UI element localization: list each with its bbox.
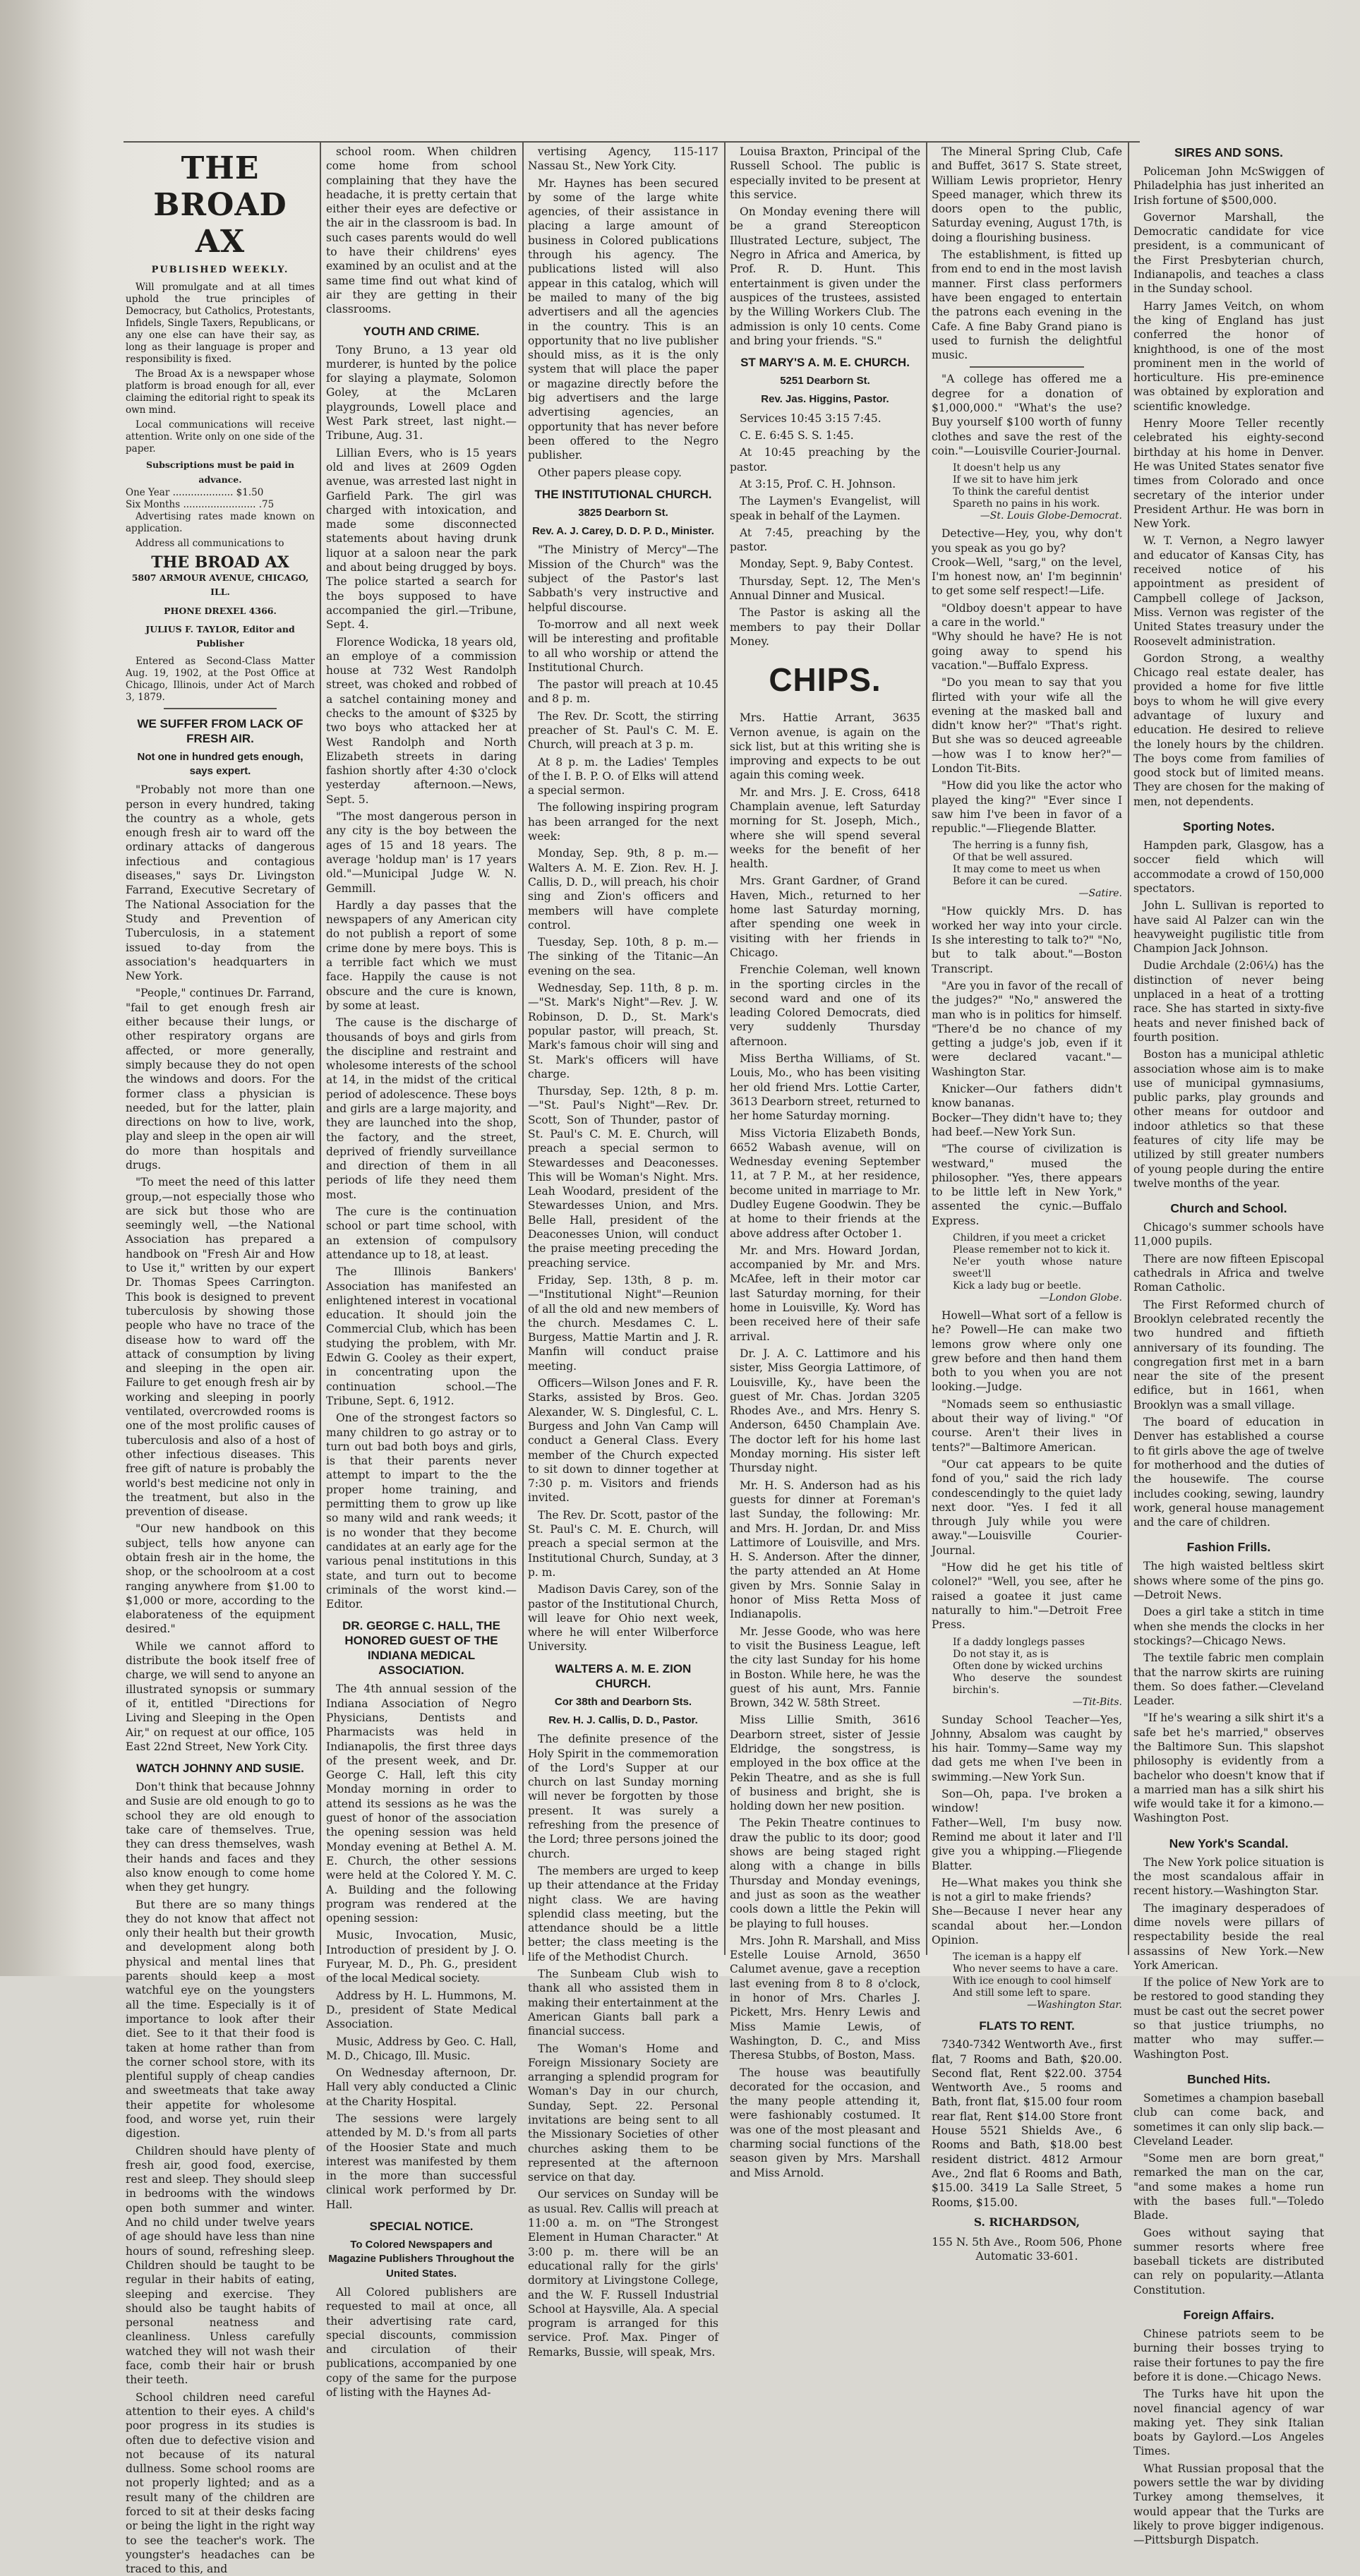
article-paragraph: To-morrow and all next week will be interesting and profitable to all who worship or attend the Institutional Church. [528,618,718,674]
article-paragraph: Tuesday, Sep. 10th, 8 p. m.—The sinking of the Titanic—An evening on the sea. [528,936,718,977]
section-sires-and-sons: SIRES AND SONS. [1174,145,1283,160]
article-paragraph: The Sunbeam Club wish to thank all who assisted them in making their entertainment at the American Giants ball park a financial success. [528,1968,718,2038]
article-paragraph: Mr. Jesse Goode, who was here to visit the Business League, left the city last Sunday for his home in Boston. While here, he was the guest of his aunt, Mrs. Fannie Brown, 342 W. 58th Street. [730,1625,920,1710]
article-paragraph: Children should have plenty of fresh air, good food, exercise, rest and sleep. They should sleep in bedrooms with the windows open both summer and winter. And no child under twelve years of age should have less than nine hours of sound, refreshing sleep. Children should be taught to be regular in their habits of eating, sleeping and exercise. They should also be taught habits of personal neatness and cleanliness. Unless carefully watched they will not wash their face, comb their hair or brush their teeth. [126,2144,315,2387]
joke-paragraph: "How quickly Mrs. D. has worked her way into your circle. Is she interesting to talk to?" "No, but to talk about."—Boston Transcript. [932,905,1122,975]
column-rule [522,141,524,1955]
joke-paragraph: Detective—Hey, you, why don't you speak as you go by? Crook—Well, "sarg," on the level, I'm honest now, an' I'm beginnin' to get some self respect!—Life. [932,527,1122,598]
verse-text: Children, if you meet a cricket Please remember not to kick it. Ne'er youth whose nature sweet'll Kick a lady bug or beetle. [953,1232,1122,1292]
headline-flats-to-rent: FLATS TO RENT. [979,2019,1075,2033]
article-paragraph: Other papers please copy. [538,466,682,479]
article-paragraph: "To meet the need of this latter group,—not especially those who are sick but those who are seemingly well, —the National Association has prepared a handbook on "Fresh Air and How to Use it," written by our expert Dr. Thomas Spees Carrington. This book is designed to prevent tuberculosis by showing those people who have no trace of the disease how to ward off the attack of consumption by living and sleeping in the open air. Failure to get enough fresh air by working and sleeping in poorly ventilated, overcrowded rooms is one of the most prolific causes of tuberculosis and also of a host of other infectious diseases. This free gift of nature is probably the world's best medicine not only in the treatment, but also in the prevention of disease. [126,1176,315,1519]
article-paragraph: Mr. and Mrs. Howard Jordan, accompanied by Mr. and Mrs. McAfee, left in their motor car last Saturday morning, for their home in Louisville, Ky. Word has been received here of their safe arrival. [730,1244,920,1343]
walters-address: Cor 38th and Dearborn Sts. [554,1695,692,1708]
brief-item: Policeman John McSwiggen of Philadelphia has just inherited an Irish fortune of $500,000. [1133,165,1324,207]
article-paragraph: On Monday evening there will be a grand Stereopticon Illustrated Lecture, subject, The Negro in Africa and America, by Prof. R. D. Hunt. This entertainment is given under the auspices of the trustees, assisted by the Willing Workers Club. The admission is only 10 cents. Come and bring your friends. "S." [730,205,920,347]
article-paragraph: Lillian Evers, who is 15 years old and lives at 2609 Ogden avenue, was arrested last night in Garfield Park. The girl was charged with intoxication, and made some disconnected statements about having drunk liquor at a saloon near the park and about being drugged by boys. The police started a search for the boys supposed to have accompanied the girl.—Tribune, Sept. 4. [326,446,517,632]
article-paragraph: vertising Agency, 115-117 Nassau St., New York City. [528,145,718,173]
section-foreign-affairs: Foreign Affairs. [1183,2308,1275,2323]
article-paragraph: Mr. H. S. Anderson had as his guests for dinner at Foreman's last Sunday, the following: Mr. and Mrs. H. Jordan, Dr. and Miss Lattimore of Louisville, and Mrs. H. S. Anderson. After the dinner, the party attended an At Home given by Mrs. Sonnie Salay in honor of Miss Retta Moss of Indianapolis. [730,1479,920,1621]
headline-special-notice: SPECIAL NOTICE. [369,2220,474,2234]
brief-item: John L. Sullivan is reported to have said Al Palzer can win the heavyweight pugilistic title from Champion Jack Johnson. [1133,899,1324,956]
article-paragraph: Thursday, Sep. 12th, 8 p. m.—"St. Paul's Night"—Rev. Dr. Scott, Son of Thunder, pastor of St. Paul's C. M. E. Church, will preach a special sermon to Stewardesses and Deaconesses. This will be Woman's Night. Mrs. Leah Woodard, president of the Stewardesses Union, and Mrs. Belle Hall, president of the Deaconesses Union, will conduct the praise meeting preceding the preaching service. [528,1085,718,1270]
article-paragraph: The cause is the discharge of thousands of boys and girls from the discipline and restraint and wholesome interests of the school at 14, in the midst of the critical period of adolescence. These boys and girls are a large majority, and they are launched into the shop, the factory, and the street, deprived of friendly surveillance and direction of them in all periods of life they need them most. [326,1016,517,1201]
column-1 [126,145,315,2576]
article-paragraph: At 7:45, preaching by the pastor. [730,526,920,554]
article-paragraph: The 4th annual session of the Indiana Association of Negro Physicians, Dentists and Pharmacists was held in Indianapolis, the first three days of the present week, and Dr. George C. Hall, left this city Monday morning in order to attend its sessions as he was the guest of honor of the association the opening session was held Monday evening at Bethel A. M. E. Church, the other sessions were held at the Colored Y. M. C. A. Building and the following program was rendered at the opening session: [326,1683,517,1925]
classified-ad: 7340-7342 Wentworth Ave., first flat, 7 Rooms and Bath, $20.00. Second flat, Rent $22.00. 3754 Wentworth Ave., 5 rooms and Bath, front flat, $15.00 four room rear flat, Rent $14.00 Store front House 5521 Shields Ave., 6 Rooms and Bath, $18.00 best resident district. 4812 Armour Ave., 2nd flat 6 Rooms and Bath, $15.00. 3419 La Salle Street, 5 Rooms, $15.00. [932,2038,1122,2209]
verse [953,1637,1122,1709]
joke-paragraph: "Our cat appears to be quite fond of you," said the rich lady condescendingly to the quiet lady next door. "Yes. I fed it all through July while you were away."—Louisville Courier-Journal. [932,1457,1122,1557]
chips-heading: CHIPS. [769,661,881,699]
article-paragraph: Officers—Wilson Jones and F. R. Starks, assisted by Bros. Geo. Alexander, W. S. Dinglesful, C. L. Burgess and John Van Camp will conduct a General Class. Every member of the Church expected to sit down to dinner together at 7:30 p. m. Visitors and friends invited. [528,1377,718,1505]
article-paragraph: Mr. and Mrs. J. E. Cross, 6418 Champlain avenue, left Saturday morning for St. Joseph, Mich., where she will spend several weeks for the benefit of her health. [730,786,920,871]
brief-item: Boston has a municipal athletic association whose aim is to make use of municipal gymnasiums, public parks, play grounds and other means for outdoor and indoor athletics so that these features of city life may be utilized by still greater numbers of young people during the entire twelve months of the year. [1133,1048,1324,1190]
article-paragraph: The definite presence of the Holy Spirit in the commemoration of the Lord's Supper at our church on last Sunday morning will never be forgotten by those present. It was surely a refreshing from the presence of the Lord; three persons joined the church. [528,1733,718,1860]
verse-attribution: —Washington Star. [1027,1999,1122,2011]
article-paragraph: Monday, Sept. 9, Baby Contest. [740,558,914,571]
article-paragraph: "The Ministry of Mercy"—The Mission of the Church" was the subject of the Pastor's last Sabbath's very instructive and helpful discourse. [528,543,718,614]
brief-item: Dudie Archdale (2:06¼) has the distinction of never being unplaced in a heat of a trotting race. She has started in sixty-five heats and never finished back of fourth position. [1133,959,1324,1044]
article-paragraph: One of the strongest factors so many children to go astray or to turn out bad both boys and girls, is that their parents never attempt to impart to the the proper home training, and permitting them to grow up like so many wild and rank weeds; it is no wonder that they become candidates at an early age for the various penal institutions in this state, and turn out to become criminals of the worst kind.—Editor. [326,1412,517,1611]
article-paragraph: All Colored publishers are requested to mail at once, all their advertising rate card, special discounts, commission and circulation of their publications, accompanied by one copy of the same for the purpose of listing with the Haynes Ad- [326,2285,517,2400]
article-paragraph: Tony Bruno, a 13 year old murderer, is hunted by the police for slaying a playmate, Solomon Goley, at the McLaren playgrounds, Lowell place and West Park street, last night.—Tribune, Aug. 31. [326,343,517,443]
article-paragraph: "The most dangerous person in any city is the boy between the ages of 15 and 18 years. The average 'holdup man' is 17 years old."—Municipal Judge W. N. Gemmill. [326,810,517,895]
headline-dr-hall: DR. GEORGE C. HALL, THE HONORED GUEST OF THE INDIANA MEDICAL ASSOCIATION. [342,1619,500,1678]
headline-fresh-air: WE SUFFER FROM LACK OF FRESH AIR. [137,716,303,745]
joke-paragraph: "Do you mean to say that you flirted with your wife all the evening at the masked ball and didn't know her?" "That's right. But she was so deuced agreeable—how was I to know her?"—London Tit-Bits. [932,676,1122,775]
article-paragraph: School children need careful attention to their eyes. A child's poor progress in its studies is often due to defective vision and not because of its natural dullness. Some school rooms are not properly lighted; and as a result many of the children are forced to sit at their desks facing or being the light in the right way to see the teacher's work. The youngster's headaches can be traced to this, and [126,2390,315,2576]
article-paragraph: "Probably not more than one person in every hundred, taking the country as a whole, gets enough fresh air to ward off the ordinary attacks of dangerous infectious and contagious diseases," says Dr. Livingston Farrand, Executive Secretary of The National Association for the Study and Prevention of Tuberculosis, in a statement issued to-day from the association's headquarters in New York. [126,783,315,983]
article-paragraph: Mrs. Grant Gardner, of Grand Haven, Mich., returned to her home last Saturday morning, after spending one week in visiting with her friends in Chicago. [730,874,920,959]
article-paragraph: Wednesday, Sep. 11th, 8 p. m.—"St. Mark's Night"—Rev. J. W. Robinson, D. D., St. Mark's popular pastor, will preach, St. Mark's famous choir will sing and St. Mark's officers will have charge. [528,982,718,1081]
article-paragraph: Don't think that because Johnny and Susie are old enough to go to school they are old enough to take care of themselves. True, they can dress themselves, wash their hands and faces and they also know enough to come home when they get hungry. [126,1781,315,1894]
brief-item: The imaginary desperadoes of dime novels were pillars of respectability beside the real assassins of New York.—New York American. [1133,1901,1324,1972]
article-paragraph: Music, Address by Geo. C. Hall, M. D., Chicago, Ill. Music. [326,2035,517,2062]
joke-paragraph: Knicker—Our fathers didn't know bananas. Bocker—They didn't have to; they had beef.—New York Sun. [932,1083,1122,1138]
institutional-minister: Rev. A. J. Carey, D. D. P. D., Minister. [532,525,714,538]
article-paragraph: The Woman's Home and Foreign Missionary Society are arranging a splendid program for Woman's Day in our church, Sunday, Sept. 22. Personal invitations are being sent to all the Missionary Societies of other churches asking them to be represented at the afternoon service on that day. [528,2042,718,2184]
article-paragraph: At 3:15, Prof. C. H. Johnson. [740,477,896,490]
article-paragraph: Hardly a day passes that the newspapers of any American city do not publish a report of some crime done by mere boys. This is a terrible fact which we must face. Happily the cause is not obscure and the cure is known, by some at least. [326,898,517,1012]
brief-item: The First Reformed church of Brooklyn celebrated recently the two hundred and fiftieth anniversary of its founding. The congregation first met in a barn near the site of the present edifice, but in 1661, when Brooklyn was a small village. [1133,1298,1324,1412]
brief-item: "Some men are born great," remarked the man on the car, "and some makes a home run with the bases full."—Toledo Blade. [1133,2152,1324,2222]
article-paragraph: The house was beautifully decorated for the occasion, and the many people attending it, were fashionably costumed. It was one of the most pleasant and charming social functions of the season given by Mrs. Marshall and Miss Arnold. [730,2066,920,2179]
article-paragraph: Miss Bertha Williams, of St. Louis, Mo., who has been visiting her old friend Mrs. Lottie Carter, 3613 Dearborn street, returned to her home Saturday morning. [730,1052,920,1123]
verse-text: The iceman is a happy elf Who never seems to have a care. With ice enough to cool himself And still some left to spare. [953,1951,1119,1999]
joke-paragraph: "Nomads seem so enthusiastic about their way of living." "Of course. Aren't their lives in tents?"—Baltimore American. [932,1397,1122,1454]
rate-one-year: One Year .................... $1.50 [126,486,264,498]
masthead-editor: JULIUS F. TAYLOR, Editor and Publisher [145,624,295,649]
section-church-and-school: Church and School. [1170,1201,1287,1216]
article-paragraph: Louisa Braxton, Principal of the Russell School. The public is especially invited to be present at this service. [730,145,920,201]
brief-item: There are now fifteen Episcopal cathedrals in Africa and twelve Roman Catholic. [1133,1252,1324,1294]
article-paragraph: While we cannot afford to distribute the book itself free of charge, we will send to anyone an illustrated synopsis or summary of it, entitled "Directions for Living and Sleeping in the Open Air," on request at our office, 105 East 22nd Street, New York City. [126,1639,315,1753]
article-paragraph: The Pastor is asking all the members to pay their Dollar Money. [730,606,920,648]
divider [164,708,277,709]
masthead-subtitle: PUBLISHED WEEKLY. [151,265,289,275]
brief-item: What Russian proposal that the powers settle the war by dividing Turkey among themselves, it would appear that the Turks are likely to prove bigger indigenous.—Pittsburgh Dispatch. [1133,2462,1324,2547]
brief-item: Sometimes a champion baseball club can come back, and sometimes it can only slip back.—Cleveland Leader. [1133,2091,1324,2148]
article-paragraph: Miss Lillie Smith, 3616 Dearborn street, sister of Jessie Eldridge, the songstress, is employed in the box office at the Pekin Theatre, and as she is full of business and bright, she is holding down her new position. [730,1714,920,1813]
article-paragraph: The Illinois Bankers' Association has manifested an enlightened interest in vocational education. It should join the Commercial Club, which has been studying the problem, with Mr. Edwin G. Cooley as their expert, in concentrating upon the continuation school.—The Tribune, Sept. 6, 1912. [326,1265,517,1407]
column-rule [724,141,726,1955]
article-paragraph: Miss Victoria Elizabeth Bonds, 6652 Wabash avenue, will on Wednesday evening September 11, at 7 P. M., at her residence, become united in marriage to Mr. Dudley Eugene Goodwin. They be at home to their friends at the above address after October 1. [730,1126,920,1240]
joke-paragraph: Sunday School Teacher—Yes, Johnny, Absalom was caught by his hair. Tommy—Same way my dad gets me when I've been in swimming.—New York Sun. [932,1713,1122,1783]
article-paragraph: school room. When children come home from school complaining that they have the headache, it is pretty certain that either their eyes are defective or the air in the classroom is bad. In such cases parents would do well to have their childrens' eyes examined by an oculist and at the same time find out what kind of air they are getting in their classrooms. [326,145,517,316]
brief-item: Chinese patriots seem to be burning their bosses trying to raise their fortunes to pay the fire before it is done.—Chicago News. [1133,2328,1324,2383]
top-rule [124,141,1140,143]
rate-six-months: Six Months ........................ .75 [126,498,275,510]
masthead-mission: The Broad Ax is a newspaper whose platform is broad enough for all, ever claiming the editorial right to speak its own mind. [126,368,315,416]
masthead-street: 5807 ARMOUR AVENUE, CHICAGO, ILL. [131,572,309,598]
article-paragraph: Our services on Sunday will be as usual. Rev. Callis will preach at 11:00 a. m. on "The Strongest Element in Human Character." At 3:00 p. m. there will be an educational rally for the girls' dormitory at Livingstone College, and the W. F. Russell Industrial School at Haysville, Ala. A special program is arranged for this service. Prof. Max. Pinger of Remarks, Bussie, will speak, Mrs. [528,2188,718,2359]
brief-item: "If he's wearing a silk shirt it's a safe bet he's married," observes the Baltimore Sun. This slapshot philosophy is evidently from a bachelor who doesn't know that if a married man has a silk shirt his wife would take it for a kimono.—Washington Post. [1133,1711,1324,1825]
st-marys-address: 5251 Dearborn St. [780,375,870,387]
verse-attribution: —Tit-Bits. [1072,1696,1122,1708]
article-paragraph: At 8 p. m. the Ladies' Temples of the I. B. P. O. of Elks will attend a special sermon. [528,755,718,798]
verse-attribution: —London Globe. [1039,1292,1122,1304]
article-paragraph: The pastor will preach at 10.45 and 8 p. m. [528,678,718,706]
article-paragraph: Friday, Sep. 13th, 8 p. m.—"Institutional Night"—Reunion of all the old and new members of the church. Mesdames C. L. Burgess, Mattie Martin and J. R. Manfin will conduct praise meeting. [528,1273,718,1373]
brief-item: Goes without saying that summer resorts where free baseball tickets are distributed can rely on popularity.—Atlanta Constitution. [1133,2226,1324,2297]
article-paragraph: The sessions were largely attended by M. D.'s from all parts of the Hoosier State and much interest was manifested by them in the more than successful clinical work performed by Dr. Hall. [326,2112,517,2211]
headline-youth-crime: YOUTH AND CRIME. [363,324,480,338]
column-4 [730,145,920,2179]
headline-st-marys: ST MARY'S A. M. E. CHURCH. [740,356,910,370]
section-fashion-frills: Fashion Frills. [1186,1540,1271,1555]
st-marys-pastor: Rev. Jas. Higgins, Pastor. [761,393,889,406]
headline-institutional-church: THE INSTITUTIONAL CHURCH. [534,487,712,501]
column-5 [932,145,1122,2263]
section-sporting-notes: Sporting Notes. [1182,819,1275,834]
verse-text: It doesn't help us any If we sit to have him jerk To think the careful dentist Spareth no pains in his work. [953,462,1100,510]
joke-paragraph: "How did he get his title of colonel?" "Well, you see, after he raised a goatee it just came naturally to him."—Detroit Free Press. [932,1561,1122,1632]
article-paragraph: At 10:45 preaching by the pastor. [730,446,920,474]
article-paragraph: "People," continues Dr. Farrand, "fail to get enough fresh air either because their lungs, or other respiratory organs are affected, or more generally, simply because they do not open the windows and doors. For the former class a physician is needed, but for the latter, plain directions on how to live, work, play and sleep in the open air will do more than hospitals and drugs. [126,987,315,1172]
article-paragraph: Address by H. L. Hummons, M. D., president of State Medical Association. [326,1989,517,2031]
walters-pastor: Rev. H. J. Callis, D. D., Pastor. [548,1714,698,1726]
article-paragraph: Frenchie Coleman, well known in the sporting circles in the second ward and one of its leading Colored Democrats, died very suddenly Thursday afternoon. [730,963,920,1048]
brief-item: The high waisted beltless skirt shows where some of the pins go.—Detroit News. [1133,1560,1324,1602]
brief-item: The board of education in Denver has established a course to fit girls above the age of twelve for motherhood and the duties of the housewife. The course includes cooking, sewing, laundry work, general house management and the care of children. [1133,1416,1324,1529]
column-6 [1133,145,1324,2547]
article-paragraph: Mr. Haynes has been secured by some of the large white agencies, of their assistance in placing a large amount of business in Colored publications through his agency. The publications listed will also appear in this catalog, which will be mailed to many of the big advertisers and all the agencies in the country. This is an opportunity that no live publisher should miss, as it is the only system that will place the paper or magazine directly before the big advertisers and the large advertising agencies, an opportunity that has never before been offered to the Negro publisher. [528,176,718,462]
address-note: Address all communications to [136,537,284,549]
section-bunched-hits: Bunched Hits. [1187,2071,1270,2086]
section-new-yorks-scandal: New York's Scandal. [1169,1836,1289,1850]
subhead-fresh-air: Not one in hundred gets enough, says expert. [137,750,303,777]
verse [953,1951,1122,2011]
article-paragraph: But there are so many things they do not know that affect not only their health but their growth and development along both physical and mental lines that parents should keep a most watchful eye on the youngsters all the time. Especially is it of importance to look after their diet. See to it that their food is taken at home rather than from the corner school store, with its plentiful supply of cheap candies and sweetmeats that take away their appetite for wholesome food, and worse yet, ruin their digestion. [126,1898,315,2141]
article-paragraph: The Mineral Spring Club, Cafe and Buffet, 3617 S. State street, William Lewis proprietor, Henry Speed manager, which threw its doors open to the public, Saturday evening, August 17th, is doing a flourishing business. [932,145,1122,244]
headline-watch-johnny: WATCH JOHNNY AND SUSIE. [136,1762,304,1776]
brief-item: The Turks have hit upon the novel financial agency of war making yet. They sink Italian boats by Gaylord.—Los Angeles Times. [1133,2388,1324,2458]
verse [953,1232,1122,1304]
agent-address: 155 N. 5th Ave., Room 506, Phone Automatic 33-601. [932,2236,1122,2263]
headline-walters-church: WALTERS A. M. E. ZION CHURCH. [555,1661,692,1690]
joke-paragraph: "Are you in favor of the recall of the judges?" "No," answered the man who is in politics for himself. "There'd be no chance of my getting a judge's job, even if it were declared vacant."—Washington Star. [932,979,1122,1078]
brief-item: The New York police situation is the most scandalous affair in recent history.—Washington Star. [1133,1855,1324,1898]
article-paragraph: The following inspiring program has been arranged for the next week: [528,801,718,843]
brief-item: Chicago's summer schools have 11,000 pupils. [1133,1221,1324,1248]
column-rule [926,141,927,1955]
article-paragraph: The cure is the continuation school or part time school, with an extension of compulsory attendance up to 18, at least. [326,1205,517,1261]
column-3 [528,145,718,2359]
article-paragraph: On Wednesday afternoon, Dr. Hall very ably conducted a Clinic at the Charity Hospital. [326,2066,517,2108]
article-paragraph: The establishment, is fitted up from end to end in the most lavish manner. First class performers have been engaged to entertain the patrons each evening in the Cafe. A fine Baby Grand piano is used to furnish the delightful music. [932,248,1122,362]
joke-paragraph: Howell—What sort of a fellow is he? Powell—He can make two lemons grow where only one grew before and then hand them both to you when you are not looking.—Judge. [932,1309,1122,1394]
masthead-communications: Local communications will receive attention. Write only on one side of the paper. [126,419,315,455]
brief-item: Gordon Strong, a wealthy Chicago real estate dealer, has provided a home for five little boys to whom he will give every advantage of luxury and education. He desired to relieve the lonely hours by the children. The boys come from families of good stock but of limited means. They are chosen for the making of men, not dependents. [1133,651,1324,808]
masthead-name: THE BROAD AX [151,553,289,572]
article-paragraph: The Rev. Dr. Scott, pastor of the St. Paul's C. M. E. Church, will preach a special sermon at the Institutional Church, Sunday, at 3 p. m. [528,1508,718,1579]
brief-item: The textile fabric men complain that the narrow skirts are ruining them. So does father.—Cleveland Leader. [1133,1651,1324,1708]
article-paragraph: The Laymen's Evangelist, will speak in behalf of the Laymen. [730,495,920,522]
article-paragraph: Florence Wodicka, 18 years old, an employe of a commission house at 732 West Randolph street, was choked and robbed of a satchel containing money and checks to the amount of $325 by two boys who attacked her at West Randolph and North Elizabeth streets in daring fashion shortly after 4:30 o'clock yesterday afternoon.—News, Sept. 5. [326,635,517,806]
divider [970,366,1084,368]
brief-item: Harry James Veitch, on whom the king of England has just conferred the honor of knighthood, is one of the most prominent men in the world of horticulture. His pre-eminence was obtained by exploration and scientific knowledge. [1133,299,1324,413]
brief-item: Does a girl take a stitch in time when she mends the clocks in her stockings?—Chicago News. [1133,1606,1324,1647]
brief-item: W. T. Vernon, a Negro lawyer and educator of Kansas City, has received notice of his appointment as president of Campbell college of Jackson, Miss. Vernon was register of the United States treasury under the Roosevelt administration. [1133,534,1324,648]
brief-item: If the police of New York are to be restored to good standing they must be cast out the secret power so that justice triumphs, no matter who may suffer.—Washington Post. [1133,1976,1324,2061]
masthead-entered: Entered as Second-Class Matter Aug. 19, 1902, at the Post Office at Chicago, Illinois, under Act of March 3, 1879. [126,655,315,703]
verse-text: The herring is a funny fish, Of that be well assured. It may come to meet us when Before it can be cured. [953,840,1101,888]
article-paragraph: Dr. J. A. C. Lattimore and his sister, Miss Georgia Lattimore, of Louisville, Ky., have been the guest of Mr. Chas. Jordan 3205 Rhodes Ave., and Mrs. Henry S. Anderson, 6450 Champlain Ave. The doctor left for his home last Monday morning. His sister left Thursday night. [730,1347,920,1475]
brief-item: Governor Marshall, the Democratic candidate for vice president, is a communicant of the First Presbyterian church, Indianapolis, and teaches a class in the Sunday school. [1133,210,1324,296]
ad-note: Advertising rates made known on application. [126,510,315,534]
joke-paragraph: "The course of civilization is westward," mused the philosopher. "Yes, there appears to be little left in New York," assented the cynic.—Buffalo Express. [932,1143,1122,1227]
article-paragraph: The members are urged to keep up their attendance at the Friday night class. We are having splendid class meeting, but the attendance should be a little better; the class meeting is the life of the Methodist Church. [528,1864,718,1963]
verse-text: If a daddy longlegs passes Do not stay it, as is Often done by wicked urchins Who deserve the soundest birchin's. [953,1636,1122,1696]
article-paragraph: The Rev. Dr. Scott, the stirring preacher of St. Paul's C. M. E. Church, will preach at 3 p. m. [528,709,718,752]
service-times: Services 10:45 3:15 7:45. [740,411,881,425]
column-2 [326,145,517,2400]
article-paragraph: The Pekin Theatre continues to draw the public to its door; good shows are being staged right along with a change in bills Thursday and Monday evenings, and just as soon as the weather cools down a little the Pekin will be playing to full houses. [730,1817,920,1930]
joke-paragraph: He—What makes you think she is not a girl to make friends? She—Because I never hear any scandal about her.—London Opinion. [932,1876,1122,1946]
article-paragraph: Mrs. Hattie Arrant, 3635 Vernon avenue, is again on the sick list, but at this writing she is improving and expects to be out again this coming week. [730,711,920,782]
joke-paragraph: "How did you like the actor who played the king?" "Ever since I saw him I've been in favor of a republic."—Fliegende Blatter. [932,779,1122,836]
article-paragraph: Mrs. John R. Marshall, and Miss Estelle Louise Arnold, 3650 Calumet avenue, gave a reception last evening from 8 to 8 o'clock, in honor of Mrs. Charles J. Pickett, Mrs. Henry Lewis and Miss Mamie Lewis, of Washington, D. C., and Miss Theresa Stubbs, of Boston, Mass. [730,1934,920,2062]
article-paragraph: Madison Davis Carey, son of the pastor of the Institutional Church, will leave for Ohio next week, where he will enter Wilberforce University. [528,1583,718,1654]
joke-paragraph: "Oldboy doesn't appear to have a care in the world." "Why should he have? He is not going away to spend his vacation."—Buffalo Express. [932,601,1122,672]
masthead-title: THE BROAD AX [153,150,287,260]
article-paragraph: Thursday, Sept. 12, The Men's Annual Dinner and Musical. [730,574,920,603]
joke-paragraph: "A college has offered me a degree for a donation of $1,000,000." "What's the use? Buy yourself $100 worth of funny clothes and save the rest of the coin."—Louisville Courier-Journal. [932,373,1122,457]
verse [953,840,1122,900]
agent-name: S. RICHARDSON, [973,2215,1081,2229]
brief-item: Hampden park, Glasgow, has a soccer field which will accommodate a crowd of 150,000 spectators. [1133,839,1324,895]
verse [953,462,1122,522]
verse-attribution: —Satire. [1078,888,1122,900]
subscription-note: Subscriptions must be paid in advance. [146,459,294,485]
article-paragraph: "Our new handbook on this subject, tells how anyone can obtain fresh air in the home, the shop, or the schoolroom at a cost ranging anywhere from $1.00 to $1,000 or more, according to the elaborateness of the equipment desired." [126,1522,315,1636]
joke-paragraph: Son—Oh, papa. I've broken a window! Father—Well, I'm busy now. Remind me about it later and I'll give you a whipping.—Fliegende Blatter. [932,1788,1122,1872]
brief-item: Henry Moore Teller recently celebrated his eighty-second birthday at his home in Denver. He was United States senator five times from Colorado and once secretary of the interior under President Arthur. He was born in New York. [1133,417,1324,531]
subhead-special-notice: To Colored Newspapers and Magazine Publishers Throughout the United States. [328,2239,514,2280]
masthead-phone: PHONE DREXEL 4366. [164,605,277,616]
scan-shadow [0,0,85,1976]
service-times: C. E. 6:45 S. S. 1:45. [740,429,854,443]
institutional-address: 3825 Dearborn St. [578,506,668,519]
verse-attribution: —St. Louis Globe-Democrat. [980,510,1122,522]
article-paragraph: Monday, Sep. 9th, 8 p. m.—Walters A. M. E. Zion. Rev. H. J. Callis, D. D., will preach, his choir sing and Zion's officers and members will have complete control. [528,847,718,932]
article-paragraph: Music, Invocation, Music, Introduction of president by J. O. Furyear, M. D., Ph. G., president of the local Medical society. [326,1929,517,1985]
column-rule [1128,141,1129,1955]
column-rule [320,141,321,1955]
masthead-policy: Will promulgate and at all times uphold the true principles of Democracy, but Catholics, Protestants, Infidels, Single Taxers, Republicans, or any one else can have their say, as long as their language is proper and responsibility is fixed. [126,282,315,366]
